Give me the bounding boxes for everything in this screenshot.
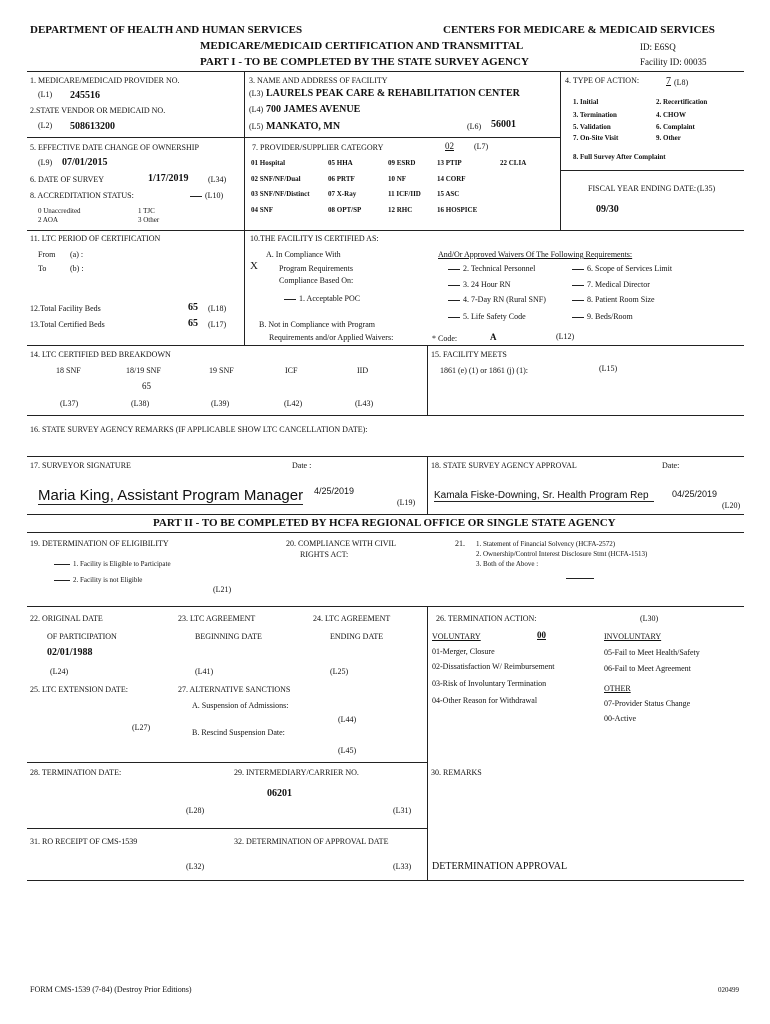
category-opt: 12 RHC [388,206,413,214]
l1-code: (L1) [38,90,53,99]
fiscal-year-label: FISCAL YEAR ENDING DATE: [588,184,697,193]
compliance-check-mark[interactable]: X [250,260,258,272]
category-opt: 11 ICF/IID [388,190,421,198]
to-label: To [38,264,47,273]
termination-value[interactable]: 00 [537,630,546,640]
l44-code: (L44) [338,715,357,724]
surveyor-date-value[interactable]: 4/25/2019 [314,486,355,496]
compliance-based-label: Compliance Based On: [279,276,354,285]
acceptable-poc[interactable]: 1. Acceptable POC [284,294,360,303]
certified-beds-label: 13.Total Certified Beds [30,320,105,329]
l33-code: (L33) [393,862,412,871]
category-opt: 01 Hospital [251,159,286,167]
category-opt: 22 CLIA [500,159,527,167]
action-type-value[interactable]: 7 [666,76,671,87]
action-opt: 8. Full Survey After Complaint [573,153,666,161]
l2-code: (L2) [38,121,53,130]
code-value[interactable]: A [490,332,497,342]
sanctions-label: 27. ALTERNATIVE SANCTIONS [178,685,291,694]
provider-category-value[interactable]: 02 [445,141,454,151]
waiver-item[interactable]: 2. Technical Personnel [448,264,535,273]
ltc-end-sub: ENDING DATE [330,632,384,641]
waivers-heading: And/Or Approved Waivers Of The Following Requirements: [438,250,633,259]
ownership-change-value[interactable]: 07/01/2015 [62,157,108,168]
eligible-option[interactable]: 1. Facility is Eligible to Participate [54,560,171,568]
action-opt: 1. Initial [573,98,599,106]
l21-code: (L21) [213,585,232,594]
facility-id: Facility ID: 00035 [640,57,707,67]
to-b-label: (b) : [70,264,84,273]
termination-action-label: 26. TERMINATION ACTION: [436,614,537,623]
participation-label: OF PARTICIPATION [47,632,117,641]
accred-opt: 2 AOA [38,216,59,224]
survey-id: ID: E6SQ [640,42,676,52]
voluntary-opt: 03-Risk of Involuntary Termination [432,679,547,688]
action-opt: 7. On-Site Visit [573,134,619,142]
l25-code: (L25) [330,667,349,676]
not-compliance-label-2: Requirements and/or Applied Waivers: [269,333,394,342]
remarks-label: 30. REMARKS [431,768,482,777]
l20-code: (L20) [722,501,741,510]
l7-code: (L7) [474,142,489,151]
provider-category-label: 7. PROVIDER/SUPPLIER CATEGORY [252,143,384,152]
approval-date-label: 32. DETERMINATION OF APPROVAL DATE [234,837,389,846]
ownership-change-label: 5. EFFECTIVE DATE CHANGE OF OWNERSHIP [30,143,199,152]
form-number: FORM CMS-1539 (7-84) (Destroy Prior Editions) [30,985,192,994]
original-date-value[interactable]: 02/01/1988 [47,647,93,658]
l35-code: (L35) [697,184,716,193]
category-opt: 08 OPT/SP [328,206,362,214]
l19-code: (L19) [397,498,416,507]
facility-city-value[interactable]: MANKATO, MN [266,121,341,132]
bed-breakdown-label: 14. LTC CERTIFIED BED BREAKDOWN [30,350,171,359]
bed-col: 19 SNF [209,366,234,375]
vendor-no-value[interactable]: 508613200 [70,121,115,132]
l28-code: (L28) [186,806,205,815]
bed-col: IID [357,366,369,375]
category-opt: 04 SNF [251,206,273,214]
l6-code: (L6) [467,122,482,131]
l27-code: (L27) [132,723,151,732]
provider-no-value[interactable]: 245516 [70,90,100,101]
category-opt: 05 HHA [328,159,353,167]
total-beds-label: 12.Total Facility Beds [30,304,101,313]
agency-remarks-label: 16. STATE SURVEY AGENCY REMARKS (IF APPLICABLE SHOW LTC CANCELLATION DATE): [30,425,368,434]
ro-receipt-label: 31. RO RECEIPT OF CMS-1539 [30,837,138,846]
waiver-item[interactable]: 5. Life Safety Code [448,312,526,321]
bed-col: ICF [285,366,298,375]
provider-no-label: 1. MEDICARE/MEDICAID PROVIDER NO. [30,76,180,85]
original-date-label: 22. ORIGINAL DATE [30,614,103,623]
l12-code: (L12) [556,332,575,341]
action-opt: 2. Recertification [656,98,708,106]
dept-heading: DEPARTMENT OF HEALTH AND HUMAN SERVICES [30,24,303,36]
l5-code: (L5) [249,122,264,131]
compliance-a-label: A. In Compliance With [266,250,341,259]
bed-code: (L43) [355,399,374,408]
facility-meets-text: 1861 (e) (1) or 1861 (j) (1): [440,366,528,375]
category-opt: 03 SNF/NF/Distinct [251,190,310,198]
involuntary-opt: 05-Fail to Meet Health/Safety [604,648,700,657]
carrier-no-value[interactable]: 06201 [267,788,292,799]
from-a-label: (a) : [70,250,84,259]
accreditation-label: 8. ACCREDITATION STATUS: [30,191,134,200]
facility-name-label: 3. NAME AND ADDRESS OF FACILITY [249,76,388,85]
waiver-item[interactable]: 6. Scope of Services Limit [572,264,672,273]
facility-meets-label: 15. FACILITY MEETS [431,350,507,359]
fiscal-year-value[interactable]: 09/30 [596,204,619,215]
agency-date-label: Date: [662,461,680,470]
category-opt: 09 ESRD [388,159,416,167]
carrier-no-label: 29. INTERMEDIARY/CARRIER NO. [234,768,359,777]
bed-col: 18 SNF [56,366,81,375]
category-opt: 14 CORF [437,175,466,183]
l24-code: (L24) [50,667,69,676]
l3-code: (L3) [249,89,264,98]
category-opt: 07 X-Ray [328,190,357,198]
bed-code: (L38) [131,399,150,408]
category-opt: 10 NF [388,175,407,183]
voluntary-opt: 04-Other Reason for Withdrawal [432,696,538,705]
rescind-label: B. Rescind Suspension Date: [192,728,285,737]
action-opt: 4. CHOW [656,111,686,119]
voluntary-heading: VOLUNTARY [432,632,481,641]
surveyor-signature-label: 17. SURVEYOR SIGNATURE [30,461,131,470]
agency-signature[interactable]: Kamala Fiske-Downing, Sr. Health Program Rep [434,490,654,502]
waiver-item[interactable]: 3. 24 Hour RN [448,280,511,289]
termination-date-label: 28. TERMINATION DATE: [30,768,122,777]
bed-18-19-snf-value[interactable]: 65 [142,381,151,391]
facility-street-value[interactable]: 700 JAMES AVENUE [266,104,361,115]
bed-code: (L42) [284,399,303,408]
survey-date-label: 6. DATE OF SURVEY [30,175,105,184]
l34-code: (L34) [208,175,227,184]
other-opt: 00-Active [604,714,636,723]
accred-opt: 1 TJC [138,207,155,215]
part1-heading: PART I - TO BE COMPLETED BY THE STATE SURVEY AGENCY [200,56,529,68]
bed-code: (L37) [60,399,79,408]
l18-code: (L18) [208,304,227,313]
civil-rights-label-2: RIGHTS ACT: [300,550,349,559]
l15-code: (L15) [599,364,618,373]
accred-opt: 3 Other [138,216,160,224]
l32-code: (L32) [186,862,205,871]
other-heading: OTHER [604,684,631,693]
field-21-label: 21. [455,539,465,548]
category-opt: 16 HOSPICE [437,206,478,214]
form-code: 020499 [718,986,739,994]
ltc-period-label: 11. LTC PERIOD OF CERTIFICATION [30,234,161,243]
solvency-item: 3. Both of the Above : [476,560,539,568]
action-opt: 6. Complaint [656,123,695,131]
bed-col: 18/19 SNF [126,366,161,375]
voluntary-opt: 02-Dissatisfaction W/ Reimbursement [432,662,555,671]
suspension-label: A. Suspension of Admissions: [192,701,289,710]
remarks-text[interactable]: DETERMINATION APPROVAL [432,861,568,872]
solvency-item: 1. Statement of Financial Solvency (HCFA-2572) [476,540,616,548]
not-compliance-label: B. Not in Compliance with Program [259,320,375,329]
l31-code: (L31) [393,806,412,815]
form-title: MEDICARE/MEDICAID CERTIFICATION AND TRANSMITTAL [200,40,524,52]
civil-rights-label: 20. COMPLIANCE WITH CIVIL [286,539,397,548]
ltc-begin-label: 23. LTC AGREEMENT [178,614,256,623]
survey-date-value[interactable]: 1/17/2019 [148,173,189,184]
facility-zip-value[interactable]: 56001 [491,119,516,130]
waiver-item[interactable]: 8. Patient Room Size [572,295,655,304]
waiver-item[interactable]: 4. 7-Day RN (Rural SNF) [448,295,546,304]
from-label: From [38,250,56,259]
l8-code: (L8) [674,78,689,87]
action-type-label: 4. TYPE OF ACTION: [565,76,640,85]
l17-code: (L17) [208,320,227,329]
ltc-end-label: 24. LTC AGREEMENT [313,614,391,623]
solvency-item: 2. Ownership/Control Interest Disclosure Stmt (HCFA-1513) [476,550,648,558]
cms-heading: CENTERS FOR MEDICARE & MEDICAID SERVICES [443,24,715,36]
category-opt: 06 PRTF [328,175,355,183]
accreditation-value[interactable]: (L10) [190,191,223,200]
certified-beds-value[interactable]: 65 [188,318,198,329]
not-eligible-option[interactable]: 2. Facility is not Eligible [54,576,142,584]
action-opt: 9. Other [656,134,681,142]
l41-code: (L41) [195,667,214,676]
certified-as-label: 10.THE FACILITY IS CERTIFIED AS: [250,234,379,243]
program-req-label: Program Requirements [279,264,353,273]
code-label: * Code: [432,334,458,343]
waiver-item[interactable]: 7. Medical Director [572,280,650,289]
action-opt: 5. Validation [573,123,611,131]
category-opt: 15 ASC [437,190,460,198]
involuntary-opt: 06-Fail to Meet Agreement [604,664,691,673]
accred-opt: 0 Unaccredited [38,207,81,215]
total-beds-value[interactable]: 65 [188,302,198,313]
l30-code: (L30) [640,614,659,623]
ltc-begin-sub: BEGINNING DATE [195,632,262,641]
agency-approval-label: 18. STATE SURVEY AGENCY APPROVAL [431,461,577,470]
l4-code: (L4) [249,105,264,114]
part2-heading: PART II - TO BE COMPLETED BY HCFA REGIONAL OFFICE OR SINGLE STATE AGENCY [153,517,616,529]
agency-date-value[interactable]: 04/25/2019 [672,489,718,499]
voluntary-opt: 01-Merger, Closure [432,647,495,656]
eligibility-label: 19. DETERMINATION OF ELIGIBILITY [30,539,169,548]
waiver-item[interactable]: 9. Beds/Room [572,312,633,321]
extension-date-label: 25. LTC EXTENSION DATE: [30,685,128,694]
category-opt: 02 SNF/NF/Dual [251,175,301,183]
surveyor-date-label: Date : [292,461,312,470]
surveyor-signature[interactable]: Maria King, Assistant Program Manager [38,487,304,504]
l9-code: (L9) [38,158,53,167]
involuntary-heading: INVOLUNTARY [604,632,662,641]
facility-name-value[interactable]: LAURELS PEAK CARE & REHABILITATION CENTER [266,88,520,99]
vendor-no-label: 2.STATE VENDOR OR MEDICAID NO. [30,106,166,115]
category-opt: 13 PTIP [437,159,462,167]
l45-code: (L45) [338,746,357,755]
other-opt: 07-Provider Status Change [604,699,691,708]
bed-code: (L39) [211,399,230,408]
action-opt: 3. Termination [573,111,617,119]
